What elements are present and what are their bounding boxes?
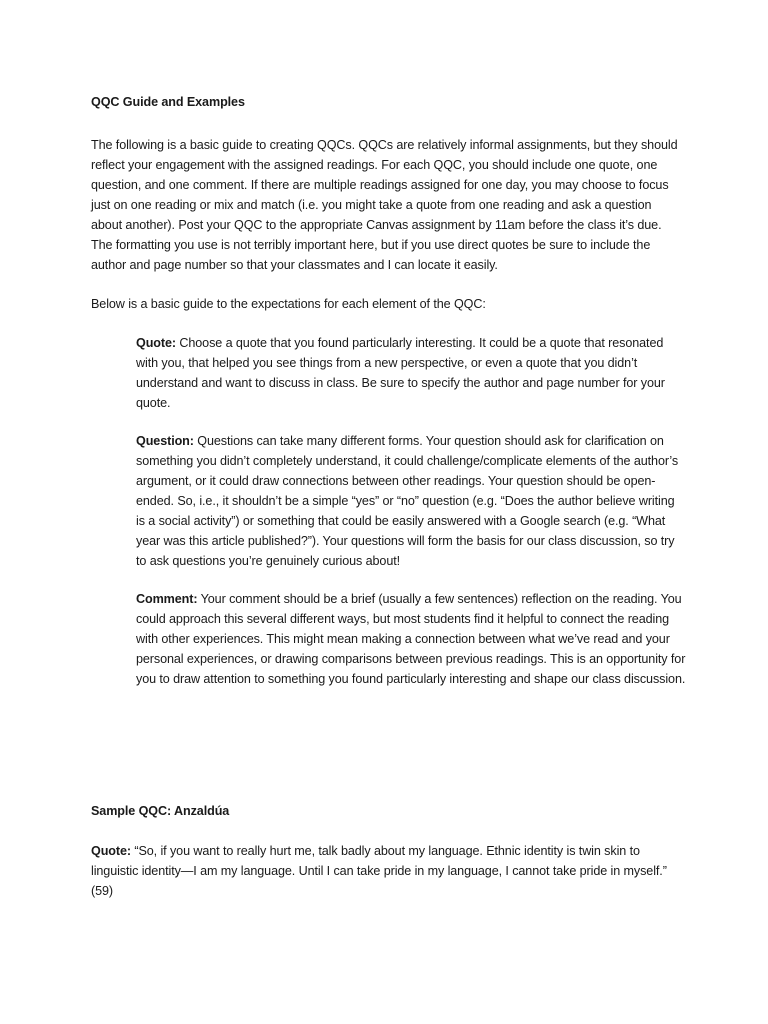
lead-paragraph: Below is a basic guide to the expectations for each element of the QQC: (91, 297, 486, 311)
sample-quote (91, 841, 683, 901)
document-page (91, 92, 686, 901)
question-guide-label: Question: (136, 434, 194, 448)
question-guide-text: Questions can take many different forms. Your question should ask for clarification on something you didn’t completely understand, it could challenge/complicate elements of the author’s argument, or it could draw connections between other readings. Your question should be open-ended. So, i.e., it shouldn’t be a simple “yes” or “no” question (e.g. “Does the author believe writing is a social activity”) or something that could be easily answered with a Google search (e.g. “What year was this article published?”). Your questions will form the basis for our class discussion, so try to ask questions you’re genuinely curious about! (136, 434, 679, 568)
sample-title: Sample QQC: Anzaldúa (91, 804, 230, 818)
sample-quote-label: Quote: (91, 844, 131, 858)
question-guide (136, 431, 686, 571)
sample-section (91, 801, 683, 901)
element-guide (136, 333, 686, 689)
quote-guide-text: Choose a quote that you found particularly interesting. It could be a quote that resonated with you, that helped you see things from a new perspective, or even a quote that you didn’t understand and want to discuss in class. Be sure to specify the author and page number for your quote. (136, 336, 665, 410)
comment-guide-text: Your comment should be a brief (usually a few sentences) reflection on the reading. You could approach this several different ways, but most students find it helpful to connect the reading with other experiences. This might mean making a connection between what we’ve read and your personal experiences, or drawing comparisons between previous readings. This is an opportunity for you to draw attention to something you found particularly interesting and shape our class discussion. (136, 592, 686, 686)
sample-quote-text: “So, if you want to really hurt me, talk badly about my language. Ethnic identity is twin skin to linguistic identity—I am my language. Until I can take pride in my language, I cannot take pride in myself.” (59) (91, 844, 667, 898)
document-title: QQC Guide and Examples (91, 95, 245, 109)
intro-paragraph: The following is a basic guide to creating QQCs. QQCs are relatively informal assignments, but they should reflect your engagement with the assigned readings. For each QQC, you should include one quote, one question, and one comment. If there are multiple readings assigned for one day, you may choose to focus just on one reading or mix and match (i.e. you might take a quote from one reading and ask a question about another). Post your QQC to the appropriate Canvas assignment by 11am before the class it’s due. The formatting you use is not terribly important here, but if you use direct quotes be sure to include the author and page number so that your classmates and I can locate it easily. (91, 138, 678, 272)
comment-guide (136, 589, 686, 689)
comment-guide-label: Comment: (136, 592, 198, 606)
quote-guide (136, 333, 686, 413)
quote-guide-label: Quote: (136, 336, 176, 350)
